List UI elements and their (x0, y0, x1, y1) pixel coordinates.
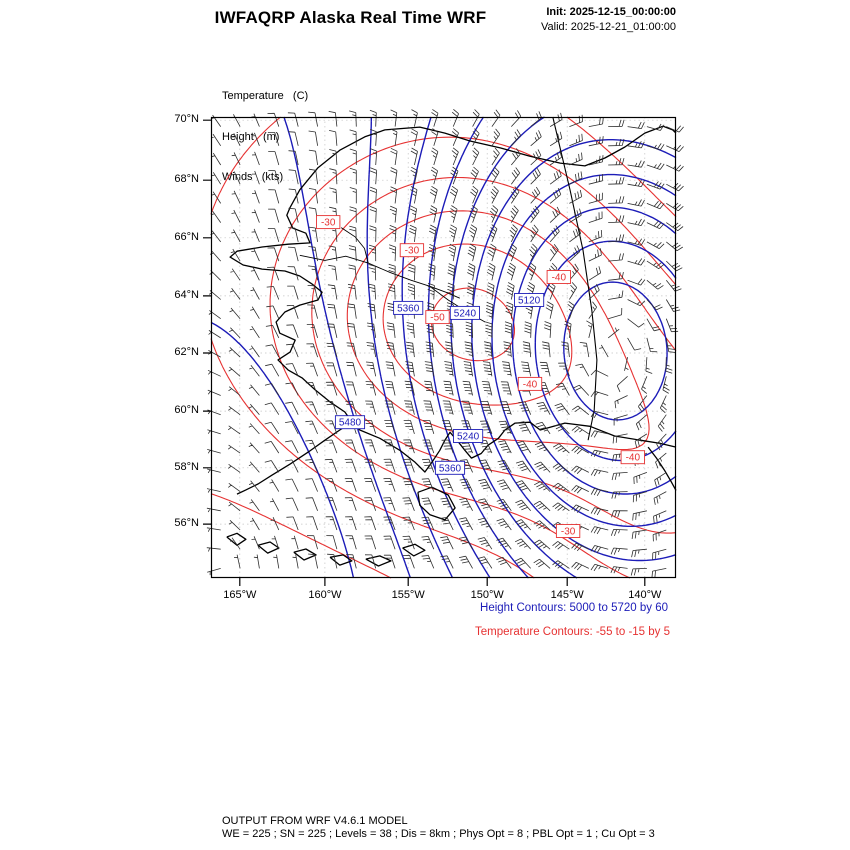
height-contour-label (454, 430, 483, 443)
temperature-contour-label (518, 377, 541, 390)
coastline (403, 544, 425, 556)
temperature-contour-label (556, 525, 579, 538)
height-contour (402, 117, 490, 578)
valid-timestamp: Valid: 2025-12-21_01:00:00 (541, 21, 676, 33)
height-contour (211, 322, 354, 578)
temperature-contour (211, 494, 391, 578)
coastline (648, 447, 676, 490)
init-timestamp: Init: 2025-12-15_00:00:00 (546, 6, 676, 18)
temperature-contour-label (547, 271, 570, 284)
legend-winds: Winds (kts) (222, 171, 284, 183)
svg-text:5360: 5360 (438, 463, 462, 475)
svg-text:5240: 5240 (456, 431, 480, 443)
height-contours-caption: Height Contours: 5000 to 5720 by 60 (480, 602, 668, 614)
y-axis-label: 66°N (174, 230, 199, 243)
temperature-contour-label (426, 311, 449, 324)
coastline (258, 542, 279, 553)
svg-text:-30: -30 (560, 526, 576, 538)
svg-text:5240: 5240 (453, 308, 477, 320)
y-axis-label: 64°N (174, 288, 199, 301)
temperature-contour-label (317, 216, 340, 229)
river (300, 255, 460, 298)
svg-text:-30: -30 (404, 245, 420, 257)
height-contour (564, 282, 667, 420)
svg-text:-40: -40 (625, 452, 641, 464)
model-config-line: WE = 225 ; SN = 225 ; Levels = 38 ; Dis = 8km ; Phys Opt = 8 ; PBL Opt = 1 ; Cu Opt = 3 (222, 828, 655, 840)
temperature-contour-label (400, 244, 423, 257)
coastline (366, 556, 391, 566)
y-axis-label: 58°N (174, 460, 199, 473)
temperature-contour-label (621, 451, 644, 464)
wind-barbs (207, 109, 684, 578)
y-axis-label: 70°N (174, 113, 199, 126)
svg-text:-40: -40 (522, 379, 538, 391)
timestamp-block (460, 5, 676, 35)
river (341, 228, 368, 264)
x-axis-label: 145°W (550, 589, 584, 601)
svg-text:-40: -40 (551, 272, 567, 284)
y-axis-label: 60°N (174, 404, 199, 417)
legend-height: Height (m) (222, 130, 280, 143)
x-axis-label: 155°W (391, 589, 425, 601)
wrf-map (211, 117, 676, 578)
x-axis-label: 140°W (628, 589, 662, 601)
coastline (352, 422, 676, 475)
height-contour (472, 140, 676, 561)
page-title: IWFAQRP Alaska Real Time WRF (214, 8, 487, 27)
x-axis-label: 160°W (308, 589, 342, 601)
svg-text:5360: 5360 (397, 303, 420, 315)
svg-text:-30: -30 (320, 217, 336, 229)
svg-text:-50: -50 (430, 312, 445, 324)
x-axis-label: 165°W (223, 589, 257, 601)
height-contour (492, 175, 676, 527)
temperature-contours-caption: Temperature Contours: -55 to -15 by 5 (475, 626, 670, 638)
y-axis-label: 62°N (174, 346, 199, 359)
model-output-line: OUTPUT FROM WRF V4.6.1 MODEL (222, 815, 408, 827)
x-axis-label: 150°W (470, 589, 504, 601)
svg-text:5480: 5480 (338, 417, 362, 429)
height-contour-label (450, 306, 479, 319)
legend-temperature: Temperature (C) (222, 90, 309, 102)
y-axis-label: 68°N (174, 173, 199, 186)
temperature-contour (312, 178, 676, 534)
height-contour-label (435, 461, 464, 474)
height-contour (451, 117, 577, 578)
svg-text:5120: 5120 (517, 295, 541, 307)
y-axis-label: 56°N (174, 517, 199, 530)
height-contour-label (394, 301, 423, 314)
height-contour-label (335, 416, 364, 429)
height-contour-label (515, 294, 544, 307)
